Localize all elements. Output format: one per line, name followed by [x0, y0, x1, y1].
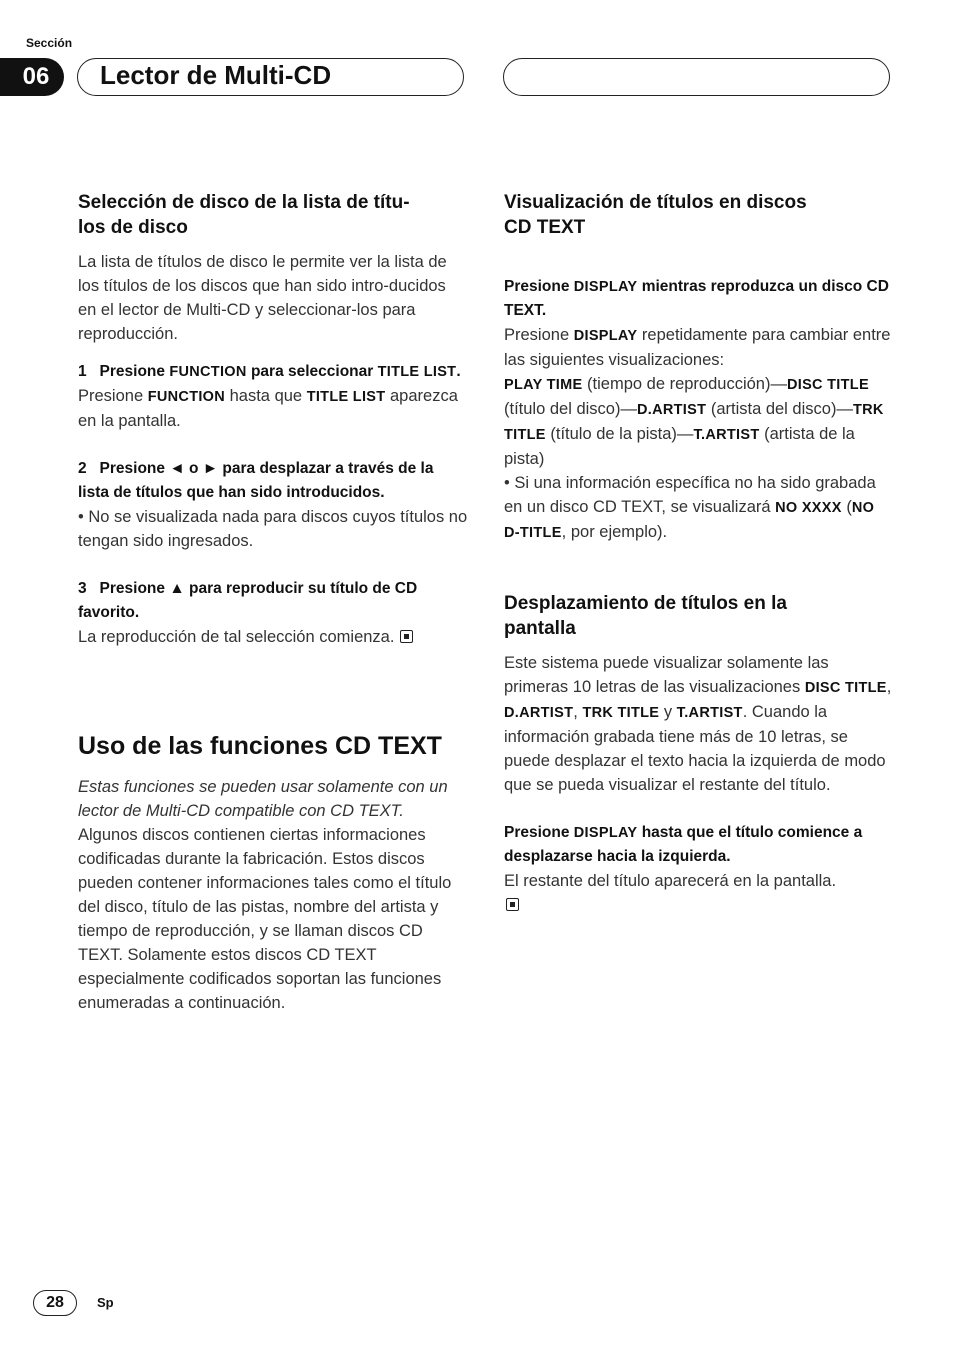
cd-text-body: Algunos discos contienen ciertas informaciones codificadas durante la fabricación. Estos discos pueden contener informaciones tales como el título del disco, título de las pistas, nombre del artista y tiempo de reproducción, y se llaman discos CD TEXT. Solamente estos discos CD TEXT especialmente codificados soportan las funciones enumeradas a continuación.: [78, 826, 452, 1012]
language-code: Sp: [97, 1295, 114, 1310]
step-1-detail: Presione FUNCTION hasta que TITLE LIST aparezca en la pantalla.: [78, 387, 458, 430]
display-cycle-text: Presione DISPLAY repetidamente para cambiar entre las siguientes visualizaciones:: [504, 326, 891, 369]
step-2: 2 Presione ◄ o ► para desplazar a través de la lista de títulos que han sido introducidos.: [78, 460, 434, 501]
title-scroll-body: Este sistema puede visualizar solamente las primeras 10 letras de las visualizaciones DISC TITLE, D.ARTIST, TRK TITLE y T.ARTIST. Cuando la información grabada tiene más de 10 letras, se puede desplazar el texto hacia la izquierda de modo que se pueda visualizar el restante del título.: [504, 654, 892, 794]
display-modes-list: PLAY TIME (tiempo de reproducción)—DISC TITLE (título del disco)—D.ARTIST (artista del disco)—TRK TITLE (título de la pista)—T.ARTIST (artista de la pista): [504, 375, 884, 468]
end-of-section-icon: [400, 630, 413, 643]
right-column: [504, 190, 894, 917]
heading-cd-text-titles: Visualización de títulos en discos CD TEXT: [504, 192, 807, 238]
heading-cd-text-functions: Uso de las funciones CD TEXT: [78, 732, 442, 760]
heading-disc-title-list: Selección de disco de la lista de títu- los de disco: [78, 192, 410, 238]
heading-title-scroll: Desplazamiento de títulos en la pantalla: [504, 593, 787, 639]
display-instruction: Presione DISPLAY mientras reproduzca un disco CD TEXT.: [504, 278, 889, 319]
scroll-result-note: El restante del título aparecerá en la pantalla.: [504, 869, 894, 917]
step-3: 3 Presione ▲ para reproducir su título de CD favorito.: [78, 580, 418, 621]
cd-text-italic-note: Estas funciones se pueden usar solamente con un lector de Multi-CD compatible con CD TEXT.: [78, 778, 448, 820]
header-right-frame: [503, 58, 890, 96]
no-info-note: • Si una información específica no ha sido grabada en un disco CD TEXT, se visualizará NO XXXX (NO D-TITLE, por ejemplo).: [504, 474, 876, 541]
step-2-note: • No se visualizada nada para discos cuyos títulos no tengan sido ingresados.: [78, 508, 468, 550]
intro-paragraph: La lista de títulos de disco le permite ver la lista de los títulos de los discos que han sido intro-ducidos en el lector de Multi-CD y seleccionar-los para reproducción.: [78, 253, 447, 343]
section-number-badge: 06: [0, 58, 64, 96]
step-3-note: La reproducción de tal selección comienza.: [78, 625, 468, 649]
end-of-section-icon: [506, 898, 519, 911]
scroll-instruction: Presione DISPLAY hasta que el título comience a desplazarse hacia la izquierda.: [504, 824, 863, 865]
section-label: Sección: [26, 36, 73, 50]
page-number: 28: [33, 1290, 77, 1316]
step-1: 1 Presione FUNCTION para seleccionar TITLE LIST.: [78, 363, 461, 380]
chapter-title: Lector de Multi-CD: [100, 60, 332, 90]
left-column: [78, 190, 468, 1015]
